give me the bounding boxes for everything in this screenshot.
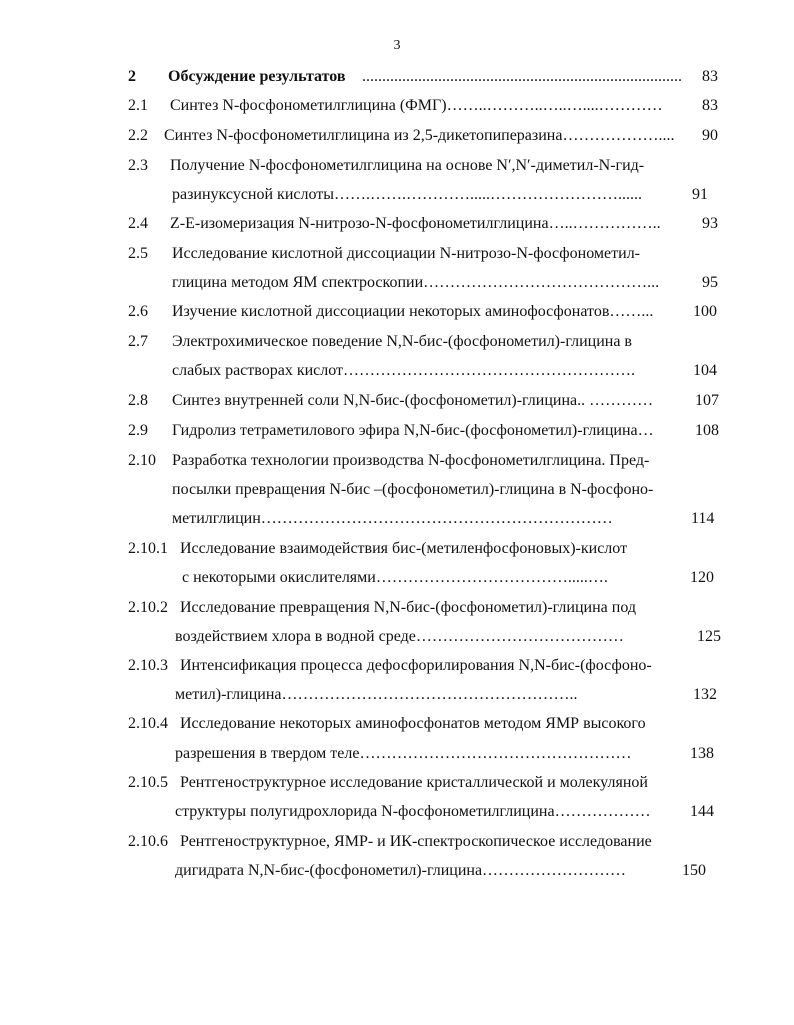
toc-page: 144 (690, 803, 714, 820)
toc-number: 2.7 (128, 333, 148, 350)
toc-title: Разработка технологии производства N-фосфонометилглицина. Пред- (172, 452, 650, 469)
toc-line-2-5 (128, 244, 640, 264)
toc-title: Исследование некоторых аминофосфонатов методом ЯМР высокого (180, 715, 646, 732)
toc-number: 2 (128, 68, 136, 85)
toc-line-2-10 (128, 451, 649, 471)
toc-page: 125 (697, 628, 721, 645)
toc-title: Z-E-изомеризация N-нитрозо-N-фосфонометилглицина (170, 215, 549, 232)
toc-line-continuation (172, 185, 642, 205)
toc-line-2-10-1 (128, 539, 627, 559)
toc-leader: ................................................................................ (362, 68, 682, 85)
toc-title: Изучение кислотной диссоциации некоторых аминофосфонатов (172, 303, 610, 320)
toc-title: посылки превращения N-бис –(фосфонометил)-глицина в N-фосфоно- (172, 481, 654, 498)
toc-number: 2.10.1 (128, 540, 168, 557)
toc-page: 93 (702, 215, 718, 232)
toc-line-continuation (172, 273, 659, 293)
toc-title: Исследование взаимодействия бис-(метиленфосфоновых)-кислот (180, 540, 628, 557)
toc-page: 114 (691, 510, 715, 527)
toc-number: 2.10.5 (128, 774, 168, 791)
toc-leader: … (637, 422, 654, 439)
toc-page: 90 (702, 127, 718, 144)
toc-line-2-1 (128, 96, 663, 116)
toc-title: разинуксусной кислоты (172, 186, 334, 203)
toc-line-2-10-3 (128, 656, 652, 676)
toc-number: 2.5 (128, 245, 148, 262)
toc-title: Интенсификация процесса дефосфорилирования N,N-бис-(фосфоно- (180, 657, 652, 674)
toc-leader: …..…………….. (548, 215, 661, 232)
toc-title: Синтез N-фосфонометилглицина (ФМГ) (170, 97, 447, 114)
toc-line-2-7 (128, 332, 632, 352)
toc-title: Рентгеноструктурное, ЯМР- и ИК-спектроскопическое исследование (180, 833, 652, 850)
toc-page: 132 (693, 686, 717, 703)
toc-number: 2.10.4 (128, 715, 168, 732)
toc-line-continuation (172, 509, 613, 529)
toc-page: 108 (695, 422, 719, 439)
toc-page: 95 (702, 274, 718, 291)
toc-line-continuation (175, 802, 651, 822)
toc-leader: ……………………………………………….. (281, 686, 578, 703)
toc-line-continuation (175, 861, 626, 881)
toc-title: Рентгеноструктурное исследование кристаллической и молекуляной (180, 774, 648, 791)
toc-title: Синтез внутренней соли N,N-бис-(фосфонометил)-глицина (172, 392, 578, 409)
toc-number: 2.9 (128, 422, 148, 439)
toc-line-continuation (172, 480, 653, 500)
toc-line-2-9 (128, 421, 654, 441)
toc-leader: ………………………………………………………… (260, 510, 613, 527)
toc-number: 2.1 (128, 97, 148, 114)
toc-leader: …….…….………….....……………………...... (334, 186, 642, 203)
toc-line-2-2 (128, 126, 674, 146)
toc-number: 2.10 (128, 452, 156, 469)
toc-line-2-10-6 (128, 832, 652, 852)
toc-line-continuation (175, 685, 578, 705)
toc-line-continuation (172, 361, 635, 381)
toc-page: 83 (702, 97, 718, 114)
toc-leader: ……... (609, 303, 654, 320)
toc-title: Получение N-фосфонометилглицина на основе N′,N′-диметил-N-гид- (170, 157, 645, 174)
toc-number: 2.2 (128, 127, 148, 144)
toc-title: Гидролиз тетраметилового эфира N,N-бис-(фосфонометил)-глицина (172, 422, 638, 439)
toc-page: 138 (690, 745, 714, 762)
toc-title: метил)-глицина (175, 686, 282, 703)
toc-title: Синтез N-фосфонометилглицина из 2,5-дикетопиперазина (164, 127, 563, 144)
toc-line-2-10-5 (128, 773, 648, 793)
toc-leader: ………………………………………………. (343, 362, 636, 379)
toc-line-continuation (175, 744, 631, 764)
toc-title: Обсуждение результатов (168, 68, 346, 85)
toc-leader: ……………….... (562, 127, 675, 144)
toc-number: 2.10.3 (128, 657, 168, 674)
toc-line-2-10-2 (128, 598, 636, 618)
toc-number: 2.10.6 (128, 833, 168, 850)
toc-leader: ……………………………………... (423, 274, 660, 291)
toc-leader: ……………………………….....…. (375, 569, 608, 586)
toc-title: слабых растворах кислот (172, 362, 344, 379)
toc-number: 2.3 (128, 157, 148, 174)
toc-title: метилглицин (172, 510, 261, 527)
toc-title: глицина методом ЯМ спектроскопии (172, 274, 424, 291)
toc-line-2-8 (128, 391, 653, 411)
toc-line-2-4 (128, 214, 661, 234)
toc-number: 2.8 (128, 392, 148, 409)
toc-leader: ……………………… (482, 862, 627, 879)
toc-leader: .. ………… (577, 392, 654, 409)
toc-line-2 (128, 67, 346, 87)
toc-leader: ……………… (554, 803, 651, 820)
toc-title: с некоторыми окислителями (182, 569, 376, 586)
toc-number: 2.4 (128, 215, 148, 232)
toc-page: 150 (682, 862, 706, 879)
toc-page: 83 (702, 68, 718, 85)
toc-title: разрешения в твердом теле (175, 745, 360, 762)
toc-leader: …………………………………………… (359, 745, 632, 762)
toc-page: 120 (690, 569, 714, 586)
toc-line-2-3 (128, 156, 644, 176)
toc-title: дигидрата N,N-бис-(фосфонометил)-глицина (175, 862, 483, 879)
toc-page: 104 (693, 362, 717, 379)
toc-number: 2.6 (128, 303, 148, 320)
toc-page: 100 (693, 303, 717, 320)
toc-leader: ……..………..…..…....………… (446, 97, 663, 114)
toc-page: 91 (692, 186, 708, 203)
toc-title: Исследование превращения N,N-бис-(фосфонометил)-глицина под (180, 599, 637, 616)
toc-line-2-6 (128, 302, 653, 322)
toc-title: Электрохимическое поведение N,N-бис-(фосфонометил)-глицина в (172, 333, 632, 350)
toc-line-continuation (175, 627, 624, 647)
toc-title: структуры полугидрохлорида N-фосфонометилглицина (175, 803, 555, 820)
toc-page: 107 (695, 392, 719, 409)
toc-leader: ………………………………… (415, 628, 624, 645)
page-number: 3 (393, 38, 401, 53)
toc-title: воздействием хлора в водной среде (175, 628, 416, 645)
toc-line-2-10-4 (128, 714, 646, 734)
toc-number: 2.10.2 (128, 599, 168, 616)
toc-title: Исследование кислотной диссоциации N-нитрозо-N-фосфонометил- (172, 245, 641, 262)
toc-line-continuation (182, 568, 608, 588)
